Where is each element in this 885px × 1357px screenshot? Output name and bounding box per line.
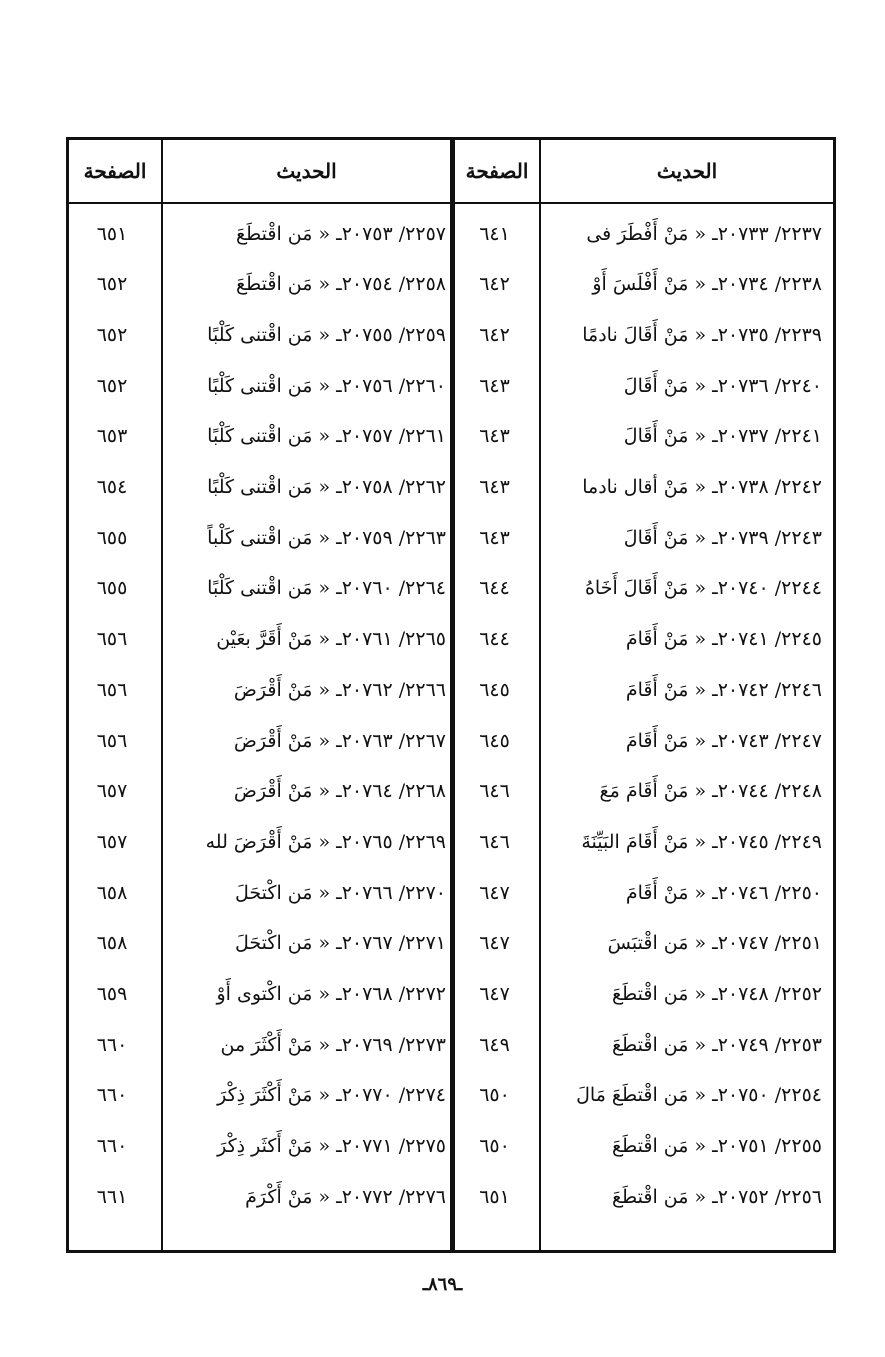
hadith-entry-right: ٢٢٣٩/ ٢٠٧٣٥ـ « مَنْ أَقَالَ نادمًا [582,323,822,346]
hadith-entry-left: ٢٢٧٣/ ٢٠٧٦٩ـ « مَنْ أَكْثَرَ من [220,1033,446,1056]
page-ref-left: ٦٥٢ [96,374,128,397]
table-row [66,1070,836,1121]
page-ref-right: ٦٤٧ [479,881,510,904]
hadith-entry-left: ٢٢٦٤/ ٢٠٧٦٠ـ « مَن اقْتنى كَلْبًا [207,577,446,600]
page-ref-left: ٦٥١ [96,222,128,245]
page-ref-right: ٦٤٤ [479,577,510,600]
page-ref-right: ٦٤٢ [479,273,510,296]
hadith-entry-left: ٢٢٧١/ ٢٠٧٦٧ـ « مَن اكْتحَلَ [235,932,446,955]
hadith-entry-left: ٢٢٦٦/ ٢٠٧٦٢ـ « مَنْ أَقْرَضَ [233,678,446,701]
page-ref-right: ٦٤٤ [479,628,510,651]
page-ref-left: ٦٦٠ [96,1084,128,1107]
table-row [66,462,836,513]
page-ref-left: ٦٥٧ [96,780,128,803]
hadith-entry-left: ٢٢٦٨/ ٢٠٧٦٤ـ « مَنْ أَقْرَضَ [233,780,446,803]
hadith-entry-right: ٢٢٤٢/ ٢٠٧٣٨ـ « مَنْ أقال نادما [582,476,822,498]
page-ref-right: ٦٤٣ [479,374,510,397]
hadith-entry-right: ٢٢٤٩/ ٢٠٧٤٥ـ « مَنْ أَقَامَ البَيِّنَةَ [581,830,822,853]
header-page-right: الصفحة [465,159,529,183]
table-row [66,259,836,310]
table-row [66,360,836,411]
hadith-entry-right: ٢٢٤٣/ ٢٠٧٣٩ـ « مَنْ أَقَالَ [623,526,822,549]
hadith-entry-right: ٢٢٤٥/ ٢٠٧٤١ـ « مَنْ أَقَامَ [625,628,822,651]
table-row [66,411,836,462]
hadith-entry-left: ٢٢٦٢/ ٢٠٧٥٨ـ « مَن اقْتنى كَلْبًا [207,476,446,498]
hadith-entry-left: ٢٢٧٥/ ٢٠٧٧١ـ « مَنْ أَكثَر ذِكْرَ [217,1135,446,1158]
page-ref-left: ٦٥٧ [96,830,128,853]
page-ref-left: ٦٥٦ [96,628,128,651]
page-ref-right: ٦٤٦ [479,780,510,803]
table-row [66,1019,836,1070]
page-ref-left: ٦٦٠ [96,1033,128,1056]
table-row [66,1121,836,1172]
header-page-left: الصفحة [83,159,147,183]
hadith-entry-right: ٢٢٣٨/ ٢٠٧٣٤ـ « مَنْ أَفْلَسَ أَوْ [592,273,822,296]
hadith-entry-right: ٢٢٤١/ ٢٠٧٣٧ـ « مَنْ أَقَالَ [623,425,822,448]
hadith-entry-left: ٢٢٧٤/ ٢٠٧٧٠ـ « مَنْ أَكْثَرَ ذِكْرَ [217,1084,446,1107]
table-row [66,1171,836,1222]
table-row [66,766,836,817]
hadith-entry-left: ٢٢٥٨/ ٢٠٧٥٤ـ « مَن اقْتطَعَ [235,273,446,296]
table-row [66,816,836,867]
hadith-entry-left: ٢٢٥٧/ ٢٠٧٥٣ـ « مَن اقْتطَعَ [235,222,446,245]
hadith-entry-right: ٢٢٥١/ ٢٠٧٤٧ـ « مَن اقْتبَسَ [607,932,822,955]
page-ref-right: ٦٤٥ [479,678,510,701]
table-row [66,867,836,918]
hadith-entry-left: ٢٢٧٠/ ٢٠٧٦٦ـ « مَن اكْتحَلَ [235,881,446,904]
header-divider [69,202,833,204]
page-ref-right: ٦٤٣ [479,526,510,549]
hadith-entry-left: ٢٢٦٠/ ٢٠٧٥٦ـ « مَن اقْتنى كَلْبًا [207,374,446,397]
page-ref-left: ٦٥٦ [96,729,128,752]
page-ref-right: ٦٥٠ [479,1135,510,1158]
table-row [66,664,836,715]
hadith-entry-left: ٢٢٦١/ ٢٠٧٥٧ـ « مَن اقْتنى كَلْبًا [207,425,446,448]
page-ref-right: ٦٥٠ [479,1084,510,1107]
page-ref-left: ٦٥٢ [96,273,128,296]
page-ref-left: ٦٥٣ [96,425,128,448]
hadith-entry-left: ٢٢٧٦/ ٢٠٧٧٢ـ « مَنْ أَكْرَمَ [245,1185,446,1208]
page-ref-right: ٦٤٩ [479,1033,510,1056]
page-ref-left: ٦٥٦ [96,678,128,701]
hadith-entry-left: ٢٢٦٩/ ٢٠٧٦٥ـ « مَنْ أَقْرَضَ لله [205,830,446,853]
page-ref-right: ٦٤٣ [479,425,510,448]
hadith-entry-left: ٢٢٦٣/ ٢٠٧٥٩ـ « مَن اقْتنى كَلْباً [207,526,446,549]
hadith-entry-right: ٢٢٥٠/ ٢٠٧٤٦ـ « مَنْ أَقَامَ [625,881,822,904]
page-ref-right: ٦٤٣ [479,476,510,498]
page-ref-left: ٦٦١ [96,1185,128,1208]
page-ref-left: ٦٦٠ [96,1135,128,1158]
hadith-entry-left: ٢٢٦٧/ ٢٠٧٦٣ـ « مَنْ أَقْرَضَ [233,729,446,752]
page-ref-right: ٦٥١ [479,1185,510,1208]
table-row [66,715,836,766]
hadith-entry-right: ٢٢٤٤/ ٢٠٧٤٠ـ « مَنْ أَقَالَ أَخَاهُ [584,577,822,600]
hadith-entry-left: ٢٢٦٥/ ٢٠٧٦١ـ « مَنْ أَقَرَّ بعَيْن [216,628,446,651]
page-ref-right: ٦٤٦ [479,830,510,853]
header-hadith-left: الحديث [276,159,337,183]
page-ref-left: ٦٥٩ [96,983,128,1005]
page-ref-left: ٦٥٤ [96,476,128,498]
table-row [66,614,836,665]
hadith-entry-right: ٢٢٥٦/ ٢٠٧٥٢ـ « مَن اقْتطَعَ [611,1185,822,1208]
page-ref-right: ٦٤٥ [479,729,510,752]
hadith-entry-left: ٢٢٧٢/ ٢٠٧٦٨ـ « مَن اكْتوى أَوْ [216,983,446,1005]
hadith-entry-left: ٢٢٥٩/ ٢٠٧٥٥ـ « مَن اقْتنى كَلْبًا [207,323,446,346]
hadith-entry-right: ٢٢٤٨/ ٢٠٧٤٤ـ « مَنْ أَقَامَ مَعَ [599,780,822,803]
hadith-entry-right: ٢٢٣٧/ ٢٠٧٣٣ـ « مَنْ أَفْطَرَ فى [586,222,822,245]
table-row [66,969,836,1020]
hadith-entry-right: ٢٢٥٢/ ٢٠٧٤٨ـ « مَن اقْتطَعَ [611,983,822,1005]
table-row [66,918,836,969]
hadith-entry-right: ٢٢٥٣/ ٢٠٧٤٩ـ « مَن اقْتطَعَ [611,1033,822,1056]
page-ref-right: ٦٤٧ [479,932,510,955]
page-ref-left: ٦٥٥ [96,526,128,549]
table-row [66,309,836,360]
table-row [66,563,836,614]
page-number: ـ٨٦٩ـ [422,1274,463,1295]
hadith-entry-right: ٢٢٥٤/ ٢٠٧٥٠ـ « مَن اقْتطَعَ مَالَ [576,1084,822,1107]
hadith-entry-right: ٢٢٤٠/ ٢٠٧٣٦ـ « مَنْ أَقَالَ [623,374,822,397]
page-ref-right: ٦٤١ [479,222,510,245]
page-ref-left: ٦٥٥ [96,577,128,600]
table-row [66,512,836,563]
hadith-entry-right: ٢٢٤٧/ ٢٠٧٤٣ـ « مَنْ أَقَامَ [625,729,822,752]
page-ref-right: ٦٤٧ [479,983,510,1005]
hadith-entry-right: ٢٢٤٦/ ٢٠٧٤٢ـ « مَنْ أَقَامَ [625,678,822,701]
page-ref-left: ٦٥٨ [96,932,128,955]
page-ref-left: ٦٥٢ [96,323,128,346]
header-hadith-right: الحديث [656,159,718,183]
table-row [66,208,836,259]
hadith-entry-right: ٢٢٥٥/ ٢٠٧٥١ـ « مَن اقْتطَعَ [611,1135,822,1158]
page-ref-left: ٦٥٨ [96,881,128,904]
page-ref-right: ٦٤٢ [479,323,510,346]
